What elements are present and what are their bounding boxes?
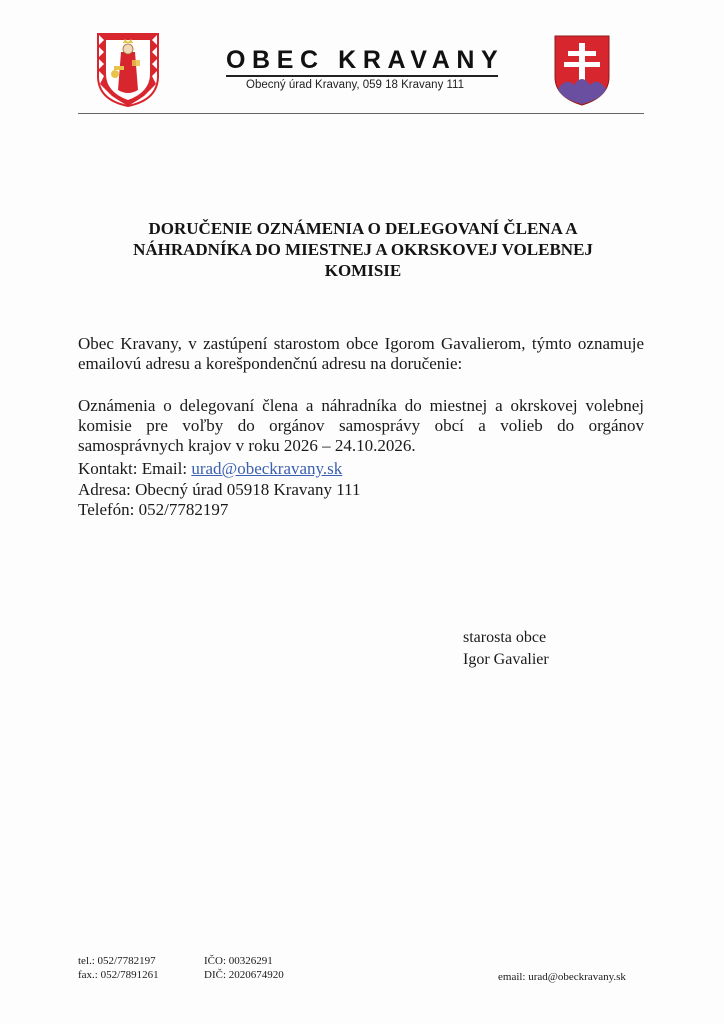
- signature-name: Igor Gavalier: [463, 651, 549, 668]
- title-line-2: NÁHRADNÍKA DO MIESTNEJ A OKRSKOVEJ VOLEBNEJ: [133, 240, 593, 259]
- intro-paragraph: Obec Kravany, v zastúpení starostom obce Igorom Gavalierom, týmto oznamuje emailovú adresu a korešpondenčnú adresu na doručenie:: [78, 334, 644, 373]
- org-address: Obecný úrad Kravany, 059 18 Kravany 111: [246, 79, 464, 91]
- footer-fax: fax.: 052/7891261: [78, 969, 159, 981]
- contact-email-link[interactable]: urad@obeckravany.sk: [191, 459, 343, 478]
- footer-dic: DIČ: 2020674920: [204, 969, 284, 981]
- footer-tel: tel.: 052/7782197: [78, 955, 156, 967]
- title-line-3: KOMISIE: [324, 261, 402, 280]
- org-name: OBEC KRAVANY: [226, 46, 505, 74]
- title-line-1: DORUČENIE OZNÁMENIA O DELEGOVANÍ ČLENA A: [148, 219, 578, 238]
- header-divider: [78, 113, 644, 114]
- document-title: [90, 218, 636, 281]
- footer-email: email: urad@obeckravany.sk: [498, 971, 626, 983]
- signature-role: starosta obce: [463, 629, 547, 646]
- slovak-coat-of-arms-icon: [552, 33, 612, 107]
- municipal-coat-of-arms-icon: [94, 30, 162, 108]
- contact-email-line: [78, 459, 342, 479]
- footer-ico: IČO: 00326291: [204, 955, 273, 967]
- contact-address: Adresa: Obecný úrad 05918 Kravany 111: [78, 480, 361, 499]
- contact-email-label: Kontakt: Email:: [78, 459, 192, 478]
- contact-phone: Telefón: 052/7782197: [78, 500, 229, 519]
- notice-paragraph: Oznámenia o delegovaní člena a náhradníka do miestnej a okrskovej volebnej komisie pre voľby do orgánov samosprávy obcí a volieb do orgánov samosprávnych krajov v roku 2026 – 24.10.2026.: [78, 396, 644, 455]
- org-name-underline: [226, 75, 498, 77]
